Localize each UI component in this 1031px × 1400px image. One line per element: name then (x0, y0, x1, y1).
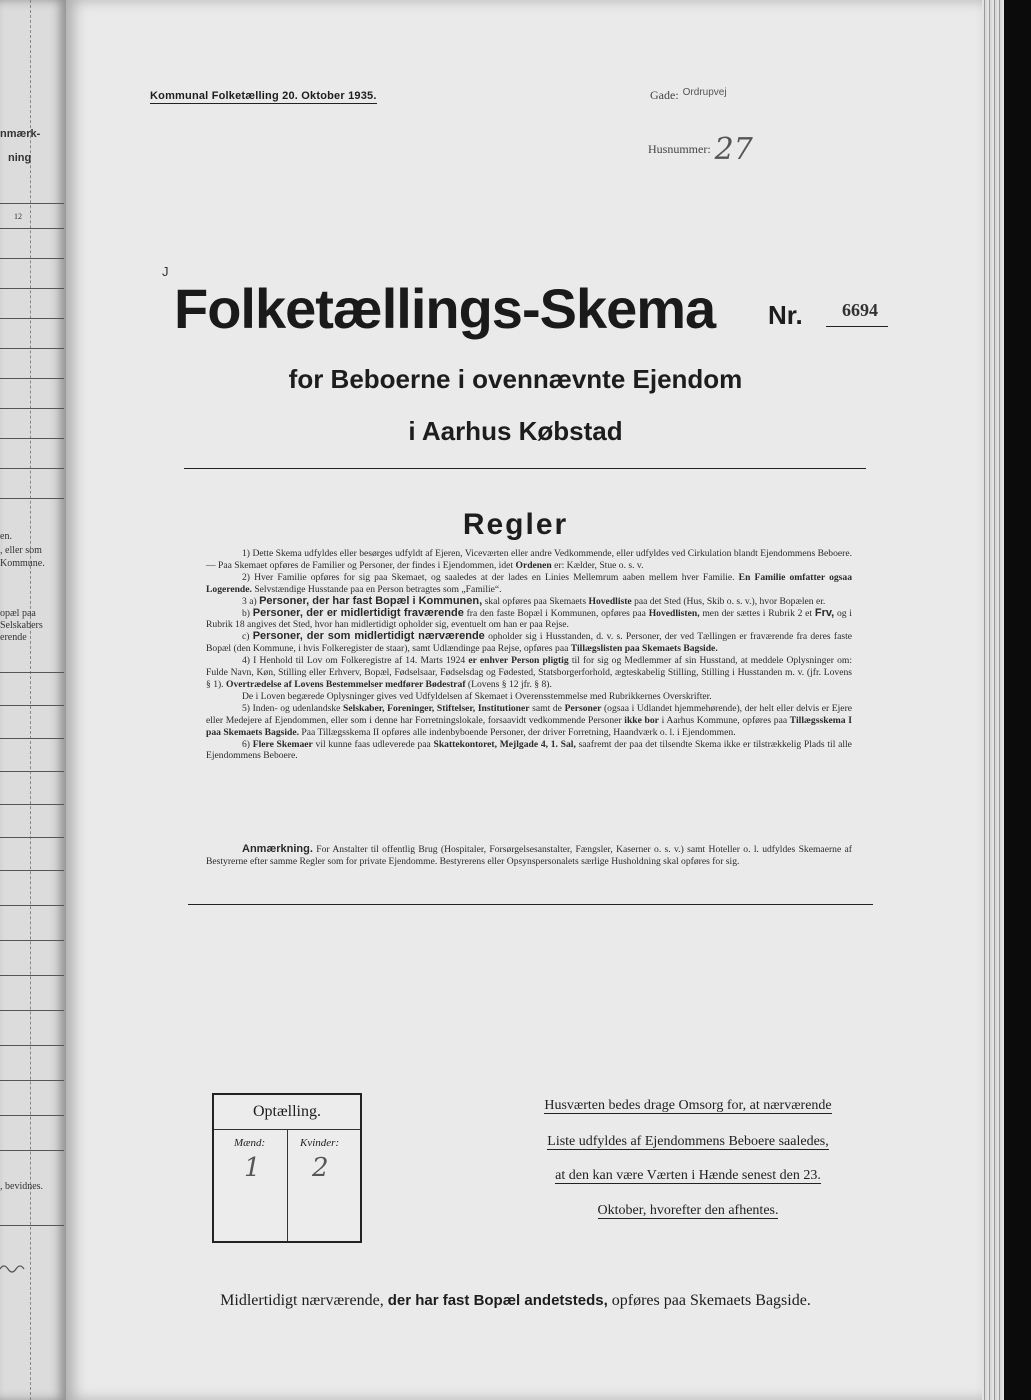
house-number-label: Husnummer: (648, 142, 711, 156)
divider-middle (188, 904, 873, 905)
men-count: 1 (244, 1153, 261, 1183)
left-page-rule (0, 348, 64, 349)
left-page-rule (0, 1080, 64, 1081)
rules-heading: Regler (462, 508, 569, 541)
left-page-rule (0, 1115, 64, 1116)
left-page-rule (0, 203, 64, 204)
number-underline (826, 326, 888, 327)
rules-text (206, 548, 852, 762)
rule-3b: b) Personer, der er midlertidigt fraværende fra den faste Bopæl i Kommunen, opføres paa Hovedlisten, men der sættes i Rubrik 2 et Frv, og i Rubrik 18 angives det Sted, hvor han midlertidigt opholder sig, eventuelt om han er paa Rejse. (206, 606, 852, 631)
rule-4: 4) I Henhold til Lov om Folkeregistre af 14. Marts 1924 er enhver Person pligtig til for sig og Medlemmer af sin Husstand, at meddele Oplysninger om: Fulde Navn, Køn, Stilling eller Erhverv, Bopæl, Fødselsaar, Fødselsdag og Fødested, Statsborgerforhold, ægteskabelig Stilling, Stilling i Husstanden m. v. (jfr. Lovens § 1). Overtrædelse af Lovens Bestemmelser medfører Bødestraf (Lovens § 12 jfr. § 8). (206, 655, 852, 690)
left-page-squiggle (0, 1262, 30, 1274)
divider-top (184, 468, 866, 469)
left-page-fragment: , eller som (0, 545, 42, 556)
footer-instruction: Midlertidigt nærværende, der har fast Bopæl andetsteds, opføres paa Skemaets Bagside. (220, 1292, 811, 1309)
left-page-rule (0, 1010, 64, 1011)
left-page-rule (0, 228, 64, 229)
rule-6: 6) Flere Skemaer vil kunne faas udleverede paa Skattekontoret, Mejlgade 4, 1. Sal, saafremt der paa det tilsendte Skema ikke er tilstrækkelig Plads til alle Ejendommens Beboere. (206, 738, 852, 762)
women-count: 2 (312, 1153, 329, 1183)
census-header-title: Kommunal Folketælling 20. Oktober 1935. (150, 90, 377, 102)
left-page-fragment: ning (8, 152, 32, 164)
number-label: Nr. (768, 300, 803, 330)
subtitle-residents: for Beboerne i ovennævnte Ejendom (288, 364, 743, 394)
remark-label: Anmærkning. (242, 843, 313, 855)
left-page-fragment: opæl paa (0, 608, 36, 619)
left-page-rule (0, 288, 64, 289)
street-value: Ordrupvej (682, 87, 727, 98)
street-field (650, 88, 727, 103)
left-page-rule (0, 408, 64, 409)
landlord-note-line: Liste udfyldes af Ejendommens Beboere saaledes, (547, 1134, 829, 1149)
left-page-rule (0, 258, 64, 259)
left-page-rule (0, 672, 64, 673)
form-number: 6694 (842, 300, 878, 320)
women-label: Kvinder: (300, 1137, 340, 1149)
men-label: Mænd: (234, 1137, 266, 1149)
count-box (212, 1093, 362, 1243)
left-page-fragment: erende (0, 632, 27, 643)
left-page-fragment: , bevidnes. (0, 1181, 44, 1192)
remark-text: For Anstalter til offentlig Brug (Hospitaler, Forsørgelsesanstalter, Fængsler, Kaserner o. s. v.) samt Hoteller o. l. udfyldes Skemaerne af Bestyrerne efter samme Regler som for private Ejendomme. Bestyrerens eller Opsynspersonalets særlige Husholdning skal opføres for sig. (206, 844, 852, 867)
rule-4-continued: De i Loven begærede Oplysninger gives ved Udfyldelsen af Skemaet i Overensstemmelse med Rubrikkernes Overskrifter. (242, 690, 712, 702)
scanner-border (1004, 0, 1031, 1400)
pencil-tick-mark: J (162, 264, 169, 279)
count-box-title: Optælling. (252, 1103, 321, 1120)
left-page-rule (0, 498, 64, 499)
left-facing-page (0, 0, 66, 1400)
left-page-rule (0, 1150, 64, 1151)
left-page-fragment: en. (0, 531, 12, 542)
left-page-rule (0, 318, 64, 319)
left-page-fragment: Kommune. (0, 558, 45, 569)
left-page-rule (0, 975, 64, 976)
left-page-fragment: nmærk- (0, 128, 41, 140)
left-page-rule (0, 771, 64, 772)
count-box-column-divider (287, 1129, 288, 1241)
left-page-fragment: 12 (14, 212, 22, 221)
rule-5: 5) Inden- og udenlandske Selskaber, Foreninger, Stiftelser, Institutioner samt de Personer (ogsaa i Udlandet hjemmehørende), der helt eller delvis er Ejere eller Medejere af Ejendommen, eller som i denne har Forretningslokale, forsaavidt vedkommende Personer ikke bor i Aarhus Kommune, opføres paa Tillægsskema I paa Skemaets Bagside. Paa Tillægsskema II opføres alle indenbyboende Personer, der driver Forretning, Haandværk o. l. i Ejendommen. (206, 702, 853, 738)
left-page-rule (0, 837, 64, 838)
rule-2: 2) Hver Familie opføres for sig paa Skemaet, og saaledes at der lades en Linies Mellemrum aaben mellem hver Familie. En Familie omfatter ogsaa Logerende. Selvstændige Husstande paa en Person betragtes som „Familie“. (206, 571, 852, 595)
page-stack-edge (982, 0, 1004, 1400)
left-page-rule (0, 1045, 64, 1046)
street-label: Gade: (650, 88, 679, 102)
left-page-rule (0, 738, 64, 739)
remark-paragraph (206, 843, 852, 868)
left-page-rule (0, 870, 64, 871)
left-page-fragment: Selskabers (0, 620, 43, 631)
landlord-note-line: at den kan være Værten i Hænde senest den 23. (555, 1168, 821, 1183)
left-page-rule (0, 905, 64, 906)
left-page-rule (0, 705, 64, 706)
rule-3c: c) Personer, der som midlertidigt nærværende opholder sig i Husstanden, d. v. s. Personer, der ved Tællingen er fraværende fra deres faste Bopæl (den Kommune, i hvis Folkeregister de staar), samt Udlændinge paa Rejse, opføres paa Tillægslisten paa Skemaets Bagside. (206, 630, 852, 655)
house-number-field (648, 126, 753, 167)
left-page-rule (0, 940, 64, 941)
left-page-rule (0, 468, 64, 469)
left-page-rule (0, 804, 64, 805)
landlord-note-line: Oktober, hvorefter den afhentes. (597, 1203, 779, 1218)
landlord-note-line: Husværten bedes drage Omsorg for, at nærværende (544, 1098, 832, 1113)
house-number-value: 27 (714, 132, 753, 167)
subtitle-town: i Aarhus Købstad (408, 416, 623, 446)
rule-1: 1) Dette Skema udfyldes eller besørges udfyldt af Ejeren, Viceværten eller andre Vedkommende, eller udfyldes ved Cirkulation blandt Ejendommens Beboere. — Paa Skemaet opføres de Familier og Personer, der findes i Ejendommen, idet Ordenen er: Kælder, Stue o. s. v. (206, 548, 852, 571)
rule-3a: 3 a) Personer, der har fast Bopæl i Kommunen, skal opføres paa Skemaets Hovedliste paa det Sted (Hus, Skib o. s. v.), hvor Bopælen er. (242, 594, 826, 607)
form-title: Folketællings-Skema (174, 277, 716, 340)
left-page-rule (0, 1225, 64, 1226)
